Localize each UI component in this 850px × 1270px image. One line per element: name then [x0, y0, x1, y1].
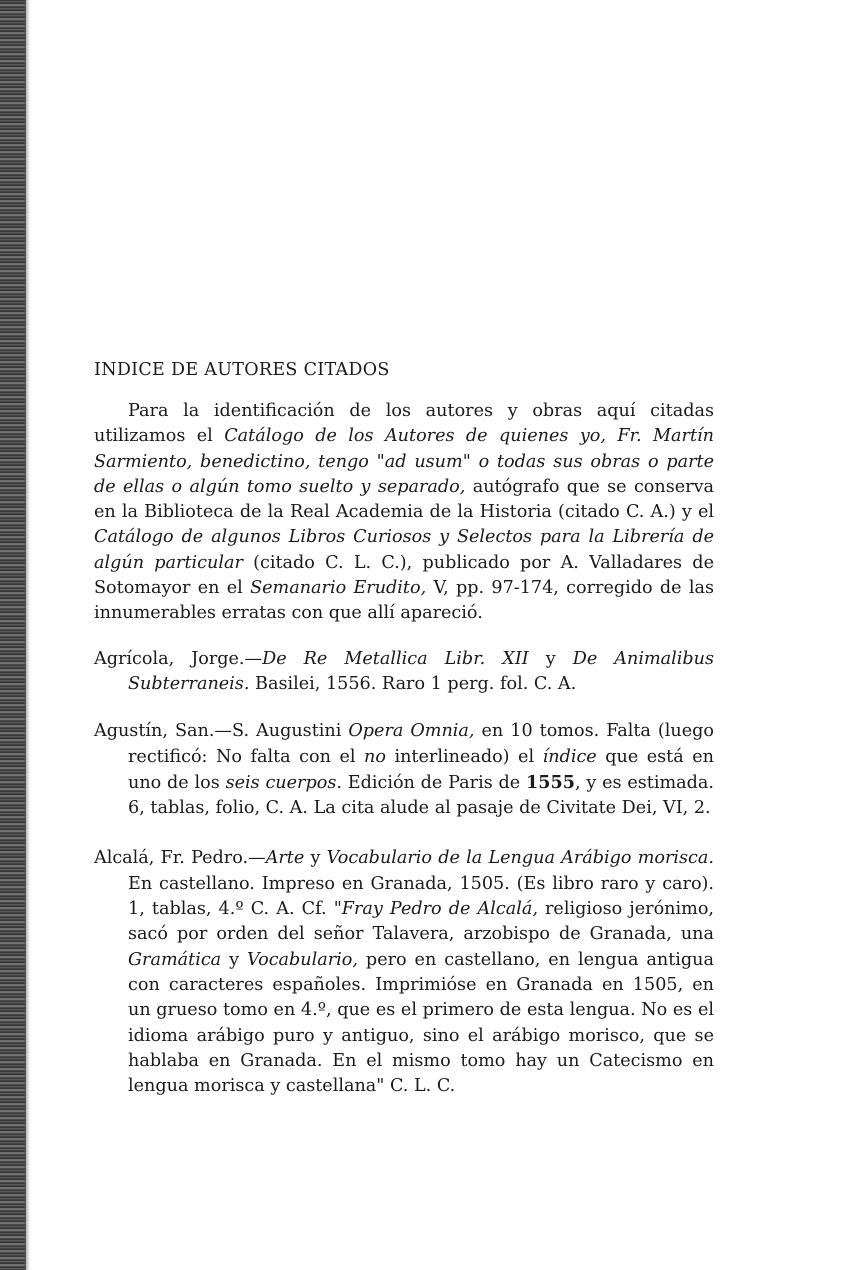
- entry-text: interlineado) el: [385, 746, 543, 767]
- intro-text: Para la identificación de los autores y obras aquí citadas utilizamos el: [94, 401, 714, 447]
- entry-text: y: [304, 848, 327, 869]
- quoted-title: "Fray Pedro de Alcalá,: [333, 899, 538, 920]
- entry-author: Agrícola, Jorge.—: [94, 648, 263, 669]
- entry-author: Alcalá, Fr. Pedro.—: [94, 848, 266, 869]
- work-title: De Re Metallica Libr. XII: [262, 648, 529, 669]
- semanario-title: Semanario Erudito,: [250, 578, 427, 599]
- entry-text: pero en castellano, en lengua antigua con caracteres españoles. Imprimióse en Granada en 1505, en un grueso tomo en 4.º, que es el primero de esta lengua. No es el idioma arábigo puro y antiguo, sino el arábigo morisco, que se hablaba en Granada. En el mismo tomo hay un Catecismo en lengua morisca y castellana" C. L. C.: [128, 949, 715, 1097]
- work-title: Vocabulario,: [247, 949, 358, 970]
- entry-author: Agustín, San.—: [94, 721, 233, 742]
- entry-text: En castellano. Impreso en Granada, 1505. (Es libro raro y caro). 1, tablas, 4.º C. A. Cf.: [128, 873, 714, 920]
- intro-paragraph: [94, 399, 714, 627]
- entry-agricola: [94, 647, 714, 698]
- work-title: De Animalibus Subterraneis.: [128, 648, 715, 694]
- work-title: Opera Omnia,: [348, 721, 475, 742]
- entry-text: que está en uno de los: [128, 746, 714, 793]
- entry-emphasis: seis cuerpos.: [225, 772, 342, 793]
- book-binding-edge: [0, 0, 26, 1270]
- entry-text: Edición de Paris de: [341, 772, 526, 793]
- entry-text: y: [528, 648, 573, 669]
- entry-text: S. Augustini: [232, 721, 349, 742]
- entry-alcala: [94, 846, 714, 1099]
- entry-text: , y es estimada. 6, tablas, folio, C. A. La cita alude al pasaje de Civitate Dei, VI, 2.: [128, 772, 714, 819]
- edition-year: 1555: [526, 771, 575, 793]
- entry-text: en 10 tomos. Falta (luego rectificó: No falta con el: [128, 721, 714, 767]
- intro-text: V, pp. 97-174, corregido de las innumerables erratas con que allí apareció.: [94, 578, 714, 624]
- catalogo-libros-title: Catálogo de algunos Libros Curiosos y Selectos para la Librería de algún particular: [94, 527, 714, 573]
- entry-emphasis: no: [364, 746, 386, 767]
- index-heading: INDICE DE AUTORES CITADOS: [94, 360, 390, 380]
- entry-agustin: [94, 719, 714, 821]
- work-title: Gramática: [128, 949, 222, 970]
- entry-text: Basilei, 1556. Raro 1 perg. fol. C. A.: [249, 673, 577, 694]
- work-title: Arte: [265, 848, 305, 869]
- entry-text: y: [221, 949, 248, 970]
- page-content: [94, 358, 714, 1099]
- intro-text: (citado C. L. C.), publicado por A. Valladares de Sotomayor en el: [94, 552, 714, 599]
- entry-emphasis: índice: [542, 746, 597, 767]
- work-title: Vocabulario de la Lengua Arábigo morisca.: [326, 848, 714, 869]
- entry-text: religioso jerónimo, sacó por orden del señor Talavera, arzobispo de Granada, una: [128, 899, 715, 945]
- catalogo-autores-title: Catálogo de los Autores de quienes yo, Fr. Martín Sarmiento, benedictino, tengo "ad usum" o todas sus obras o parte de ellas o algún tomo suelto y separado,: [94, 426, 714, 497]
- intro-text: autógrafo que se conserva en la Biblioteca de la Real Academia de la Historia (citado C. A.) y el: [94, 476, 714, 523]
